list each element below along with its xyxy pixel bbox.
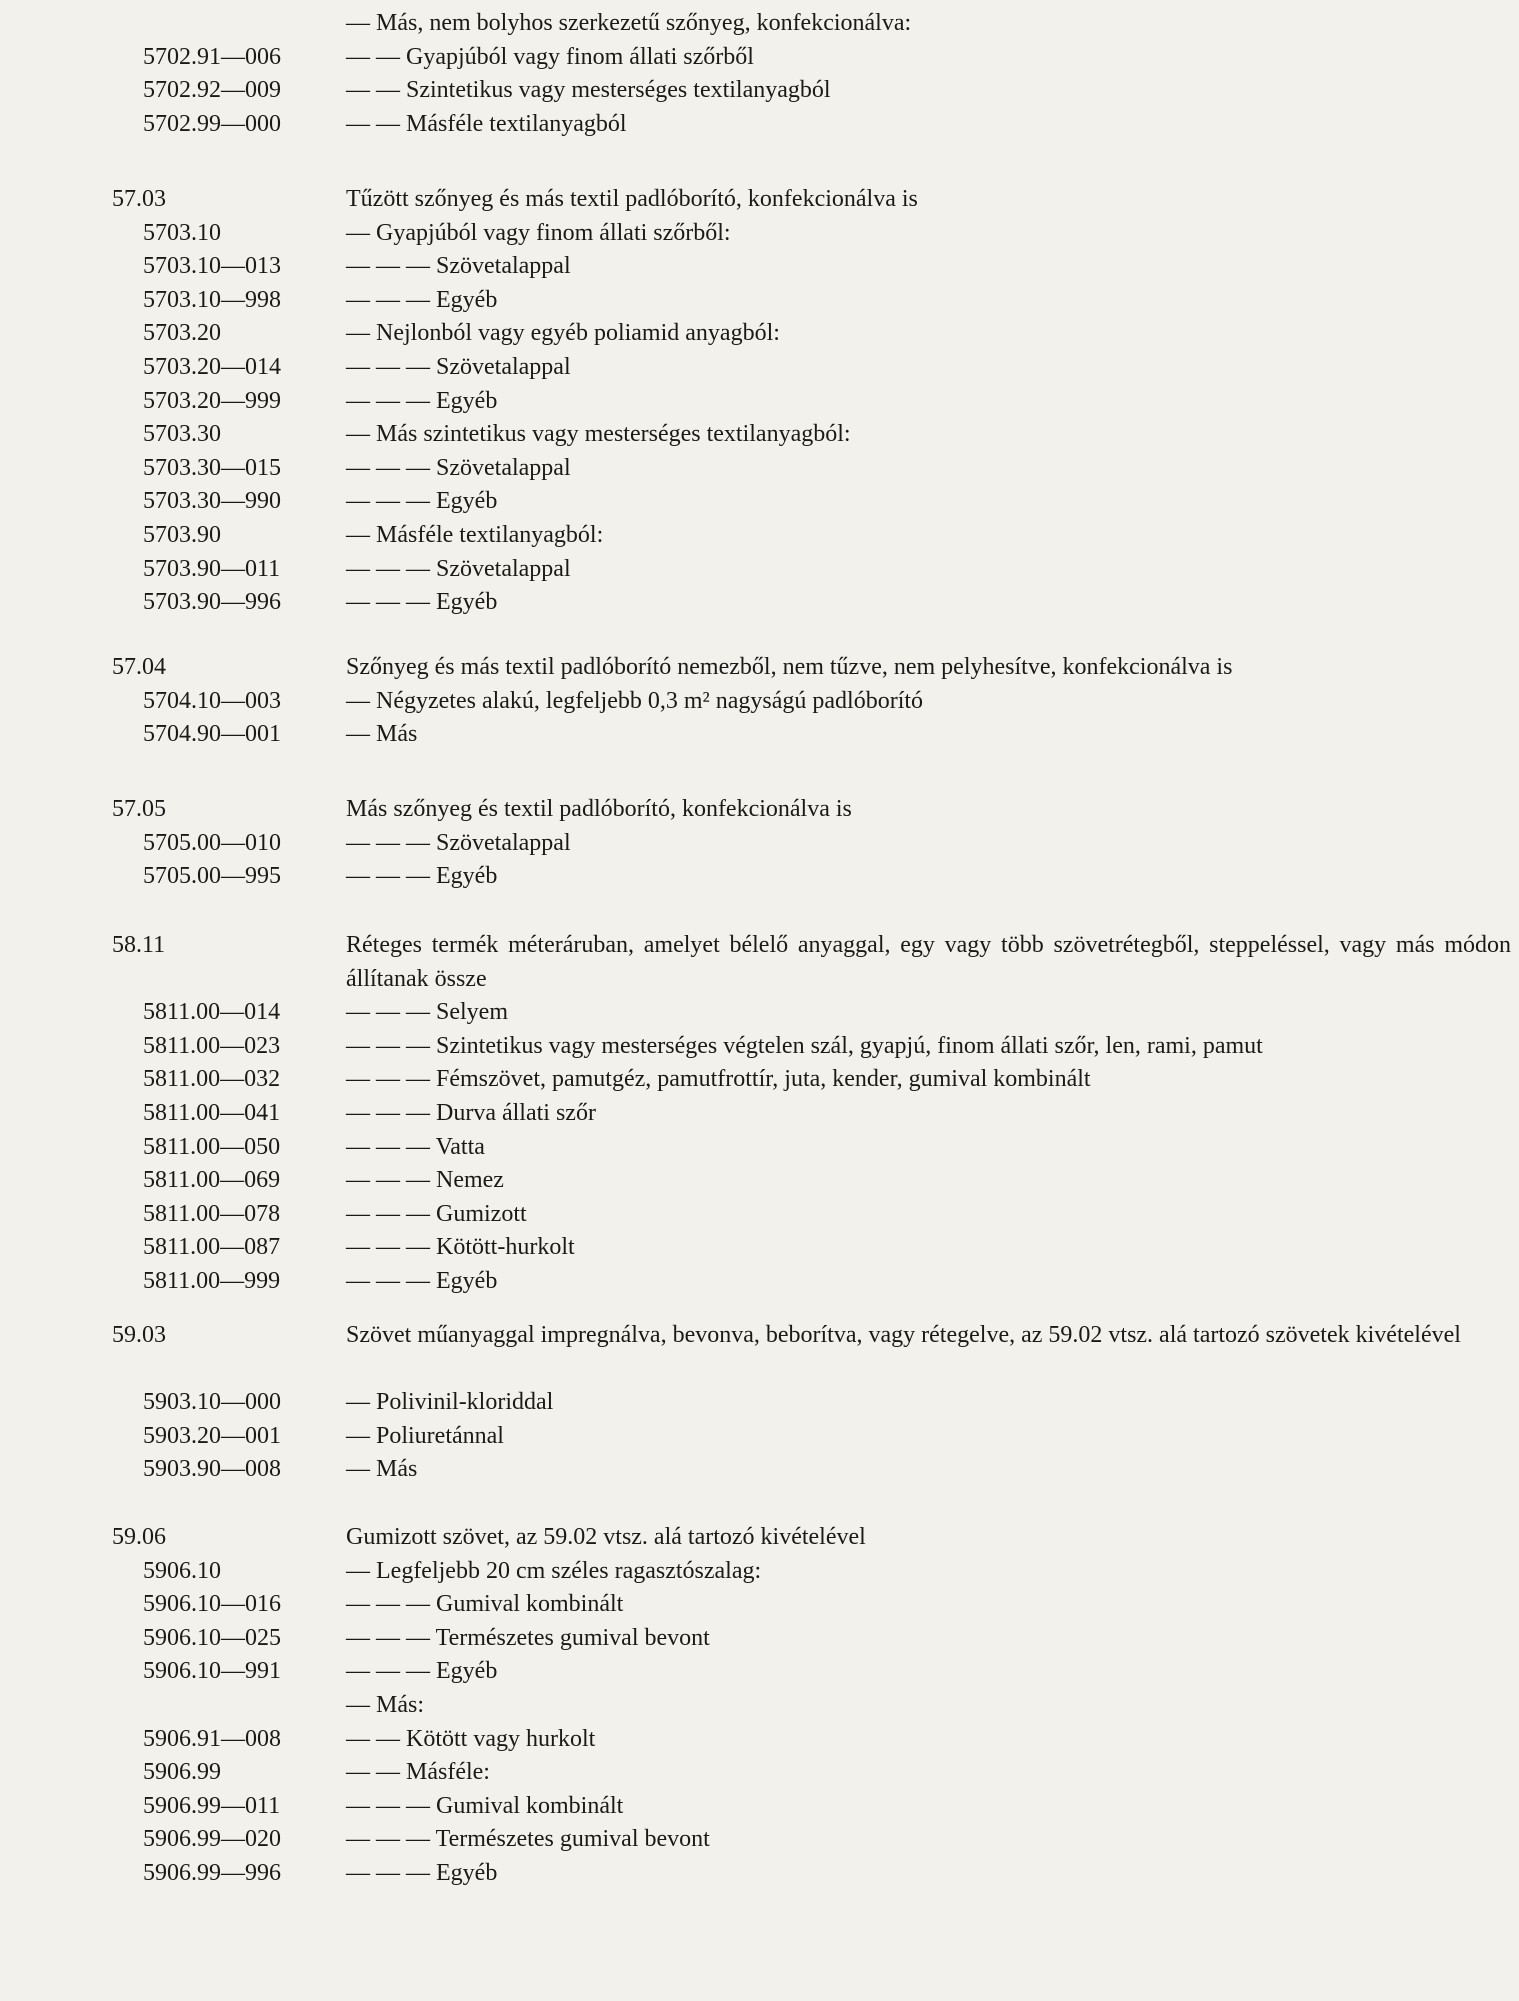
table-row	[0, 316, 1519, 350]
indent-dashes: — — —	[346, 1167, 430, 1194]
tariff-code: 5906.10	[143, 1557, 221, 1584]
description-text: Gyapjúból vagy finom állati szőrből:	[376, 219, 731, 246]
indent-dashes: —	[346, 219, 370, 246]
indent-dashes: —	[346, 687, 370, 714]
description-text: Természetes gumival bevont	[435, 1826, 710, 1853]
description-text: Más	[376, 1456, 418, 1483]
tariff-code: 5903.90—008	[143, 1456, 281, 1483]
indent-dashes: — — —	[346, 1658, 430, 1685]
item-description	[346, 1419, 1511, 1453]
indent-dashes: — — —	[346, 829, 430, 856]
description-text: Másféle:	[406, 1759, 490, 1786]
indent-dashes: —	[346, 1389, 370, 1416]
item-description	[346, 6, 1511, 40]
description-text: Más:	[376, 1692, 424, 1718]
indent-dashes: — — —	[346, 1200, 430, 1227]
description-text: Más	[376, 721, 418, 748]
tariff-code: 5702.92—009	[143, 77, 281, 104]
heading-row	[0, 1520, 1519, 1554]
item-description	[346, 552, 1511, 586]
table-row	[0, 1621, 1519, 1655]
tariff-code: 5906.10—025	[143, 1624, 281, 1651]
heading-code: 57.04	[112, 654, 166, 680]
description-text: Szintetikus vagy mesterséges textilanyagból	[406, 77, 831, 104]
heading-description	[346, 1318, 1511, 1352]
tariff-code: 5906.99—011	[143, 1792, 281, 1819]
indent-dashes: — — —	[346, 1624, 430, 1651]
indent-dashes: — — —	[346, 863, 430, 890]
tariff-code: 5906.99	[143, 1759, 221, 1786]
indent-dashes: — — —	[346, 488, 430, 515]
heading-description	[346, 1520, 1511, 1554]
tariff-code: 5703.20—014	[143, 354, 281, 380]
description-text: Gyapjúból vagy finom állati szőrből	[406, 43, 754, 70]
description-text: Fémszövet, pamutgéz, pamutfrottír, juta, kender, gumival kombinált	[436, 1066, 1091, 1093]
description-text: Egyéb	[436, 1658, 498, 1685]
heading-code: 59.06	[112, 1524, 166, 1550]
table-row	[0, 1264, 1519, 1298]
item-description	[346, 1822, 1511, 1856]
item-description	[346, 1029, 1511, 1063]
table-row	[0, 1789, 1519, 1823]
table-row	[0, 249, 1519, 283]
item-description	[346, 1688, 1511, 1722]
tariff-code: 5811.00—999	[143, 1268, 281, 1294]
indent-dashes: — — —	[346, 454, 430, 481]
description-text: Gumival kombinált	[436, 1591, 624, 1618]
heading-description	[346, 792, 1511, 826]
description-text: Réteges termék méteráruban, amelyet bélelő anyaggal, egy vagy több szövetrétegből, steppeléssel, vagy más módon állítanak össze	[346, 932, 1511, 992]
indent-dashes: — — —	[346, 1826, 430, 1853]
tariff-code: 5906.10—991	[143, 1658, 281, 1685]
tariff-code: 5702.91—006	[143, 43, 281, 70]
table-row	[0, 1554, 1519, 1588]
table-row	[0, 384, 1519, 418]
item-description	[346, 107, 1511, 141]
indent-dashes: — — —	[346, 387, 430, 414]
table-row	[0, 1755, 1519, 1789]
tariff-code: 5811.00—050	[143, 1133, 281, 1160]
indent-dashes: — — —	[346, 555, 430, 582]
description-text: Egyéb	[436, 1860, 498, 1886]
heading-code: 59.03	[112, 1322, 166, 1348]
heading-row	[0, 650, 1519, 684]
table-row	[0, 1163, 1519, 1197]
tariff-code: 5703.30—990	[143, 488, 281, 515]
item-description	[346, 859, 1511, 893]
indent-dashes: — — —	[346, 1100, 430, 1126]
table-row	[0, 1029, 1519, 1063]
item-description	[346, 384, 1511, 418]
tariff-code: 5703.20—999	[143, 387, 281, 414]
description-text: Szövetalappal	[436, 253, 571, 280]
item-description	[346, 826, 1511, 860]
description-text: Egyéb	[436, 286, 498, 313]
indent-dashes: — —	[346, 1725, 400, 1752]
tariff-code: 5703.10—013	[143, 253, 281, 280]
indent-dashes: — — —	[346, 589, 430, 616]
item-description	[346, 484, 1511, 518]
item-description	[346, 451, 1511, 485]
indent-dashes: —	[346, 721, 370, 748]
indent-dashes: — — —	[346, 1133, 430, 1160]
item-description	[346, 1230, 1511, 1264]
indent-dashes: — — —	[346, 1234, 430, 1261]
description-text: Szövetalappal	[436, 555, 571, 582]
indent-dashes: — — —	[346, 1032, 430, 1059]
table-row	[0, 995, 1519, 1029]
indent-dashes: — — —	[346, 1591, 430, 1618]
indent-dashes: — —	[346, 1759, 400, 1786]
description-text: Egyéb	[436, 863, 498, 890]
tariff-code: 5906.10—016	[143, 1591, 281, 1618]
item-description	[346, 1130, 1511, 1164]
table-row	[0, 1230, 1519, 1264]
item-description	[346, 1264, 1511, 1298]
item-description	[346, 216, 1511, 250]
description-text: Gumizott szövet, az 59.02 vtsz. alá tartozó kivételével	[346, 1524, 866, 1550]
indent-dashes: — —	[346, 43, 400, 70]
description-text: Tűzött szőnyeg és más textil padlóborító, konfekcionálva is	[346, 186, 918, 212]
tariff-code: 5811.00—078	[143, 1200, 281, 1227]
tariff-code: 5906.91—008	[143, 1725, 281, 1752]
item-description	[346, 518, 1511, 552]
tariff-code: 5811.00—041	[143, 1100, 281, 1126]
item-description	[346, 1722, 1511, 1756]
indent-dashes: —	[346, 10, 370, 36]
item-description	[346, 1385, 1511, 1419]
table-row	[0, 1822, 1519, 1856]
tariff-code: 5703.90—996	[143, 589, 281, 616]
item-description	[346, 1654, 1511, 1688]
indent-dashes: —	[346, 1692, 370, 1718]
item-description	[346, 1789, 1511, 1823]
indent-dashes: —	[346, 1456, 370, 1483]
table-row	[0, 1722, 1519, 1756]
table-row	[0, 1096, 1519, 1130]
item-description	[346, 995, 1511, 1029]
heading-code: 58.11	[112, 932, 166, 958]
heading-row	[0, 792, 1519, 826]
table-row	[0, 1385, 1519, 1419]
description-text: Gumizott	[436, 1200, 527, 1227]
indent-dashes: —	[346, 421, 370, 448]
description-text: Vatta	[435, 1133, 485, 1160]
table-row	[0, 552, 1519, 586]
item-description	[346, 417, 1511, 451]
tariff-code: 5903.10—000	[143, 1389, 281, 1416]
item-description	[346, 1163, 1511, 1197]
description-text: Természetes gumival bevont	[435, 1624, 710, 1651]
item-description	[346, 350, 1511, 384]
description-text: Szövetalappal	[436, 829, 571, 856]
tariff-code: 5703.90—011	[143, 555, 281, 582]
item-description	[346, 40, 1511, 74]
item-description	[346, 1197, 1511, 1231]
indent-dashes: — — —	[346, 1268, 430, 1294]
table-row	[0, 585, 1519, 619]
table-row	[0, 1197, 1519, 1231]
indent-dashes: — — —	[346, 1066, 430, 1093]
indent-dashes: — —	[346, 77, 400, 104]
tariff-code: 5906.99—020	[143, 1826, 281, 1853]
indent-dashes: —	[346, 1422, 370, 1449]
item-description	[346, 249, 1511, 283]
description-text: Szövetalappal	[436, 354, 571, 380]
description-text: Egyéb	[436, 488, 498, 515]
tariff-code: 5703.90	[143, 522, 221, 548]
item-description	[346, 585, 1511, 619]
tariff-code: 5704.90—001	[143, 721, 281, 748]
description-text: Négyzetes alakú, legfeljebb 0,3 m² nagyságú padlóborító	[376, 687, 924, 714]
description-text: Szőnyeg és más textil padlóborító nemezből, nem tűzve, nem pelyhesítve, konfekcionálva is	[346, 654, 1233, 680]
table-row	[0, 73, 1519, 107]
table-row	[0, 283, 1519, 317]
table-row	[0, 684, 1519, 718]
description-text: Egyéb	[436, 589, 498, 616]
table-row	[0, 826, 1519, 860]
table-row	[0, 451, 1519, 485]
tariff-code: 5703.10—998	[143, 286, 281, 313]
tariff-code: 5705.00—010	[143, 829, 281, 856]
description-text: Szintetikus vagy mesterséges végtelen szál, gyapjú, finom állati szőr, len, rami, pamut	[436, 1032, 1263, 1059]
table-row	[0, 859, 1519, 893]
description-text: Nejlonból vagy egyéb poliamid anyagból:	[376, 320, 780, 347]
item-description	[346, 1452, 1511, 1486]
indent-dashes: —	[346, 1557, 370, 1584]
heading-description	[346, 650, 1511, 684]
indent-dashes: —	[346, 522, 370, 548]
table-row	[0, 717, 1519, 751]
item-description	[346, 717, 1511, 751]
item-description	[346, 1621, 1511, 1655]
item-description	[346, 1062, 1511, 1096]
indent-dashes: — —	[346, 110, 400, 137]
item-description	[346, 1554, 1511, 1588]
description-text: Másféle textilanyagból	[406, 110, 627, 137]
table-row	[0, 1419, 1519, 1453]
description-text: Más, nem bolyhos szerkezetű szőnyeg, konfekcionálva:	[376, 10, 912, 36]
item-description	[346, 1755, 1511, 1789]
description-text: Kötött-hurkolt	[436, 1234, 575, 1261]
description-text: Kötött vagy hurkolt	[406, 1725, 596, 1752]
heading-code: 57.03	[112, 186, 166, 212]
description-text: Polivinil-kloriddal	[376, 1389, 554, 1416]
tariff-code: 5903.20—001	[143, 1422, 281, 1449]
table-row	[0, 518, 1519, 552]
indent-dashes: — — —	[346, 1792, 430, 1819]
description-text: Legfeljebb 20 cm széles ragasztószalag:	[376, 1557, 762, 1584]
indent-dashes: — — —	[346, 286, 430, 313]
tariff-code: 5703.30	[143, 421, 221, 448]
description-text: Egyéb	[436, 387, 498, 414]
table-row	[0, 1654, 1519, 1688]
description-text: Selyem	[436, 999, 508, 1026]
indent-dashes: — — —	[346, 999, 430, 1026]
heading-description	[346, 928, 1511, 996]
item-description	[346, 283, 1511, 317]
tariff-code: 5906.99—996	[143, 1860, 281, 1886]
heading-description	[346, 182, 1511, 216]
indent-dashes: — — —	[346, 1860, 430, 1886]
tariff-code: 5704.10—003	[143, 687, 281, 714]
description-text: Nemez	[436, 1167, 504, 1194]
tariff-code: 5811.00—014	[143, 999, 281, 1026]
table-row	[0, 417, 1519, 451]
description-text: Szövetalappal	[436, 454, 571, 481]
description-text: Más szőnyeg és textil padlóborító, konfekcionálva is	[346, 796, 852, 822]
item-description	[346, 1587, 1511, 1621]
table-row	[0, 484, 1519, 518]
description-text: Szövet műanyaggal impregnálva, bevonva, beborítva, vagy rétegelve, az 59.02 vtsz. alá tartozó szövetek kivételével	[346, 1322, 1461, 1348]
item-description	[346, 316, 1511, 350]
description-text: Másféle textilanyagból:	[376, 522, 604, 548]
table-row	[0, 1688, 1519, 1722]
tariff-code: 5703.20	[143, 320, 221, 347]
item-description	[346, 73, 1511, 107]
description-text: Poliuretánnal	[376, 1422, 504, 1449]
table-row	[0, 40, 1519, 74]
description-text: Egyéb	[436, 1268, 498, 1294]
tariff-code: 5702.99—000	[143, 110, 281, 137]
tariff-code: 5811.00—023	[143, 1032, 281, 1059]
table-row	[0, 6, 1519, 40]
table-row	[0, 1062, 1519, 1096]
tariff-code: 5811.00—032	[143, 1066, 281, 1093]
table-row	[0, 350, 1519, 384]
tariff-code: 5703.30—015	[143, 454, 281, 481]
description-text: Gumival kombinált	[436, 1792, 624, 1819]
description-text: Más szintetikus vagy mesterséges textilanyagból:	[376, 421, 851, 448]
indent-dashes: —	[346, 320, 370, 347]
tariff-code: 5811.00—069	[143, 1167, 281, 1194]
table-row	[0, 1452, 1519, 1486]
table-row	[0, 1587, 1519, 1621]
item-description	[346, 1096, 1511, 1130]
table-row	[0, 216, 1519, 250]
indent-dashes: — — —	[346, 253, 430, 280]
tariff-code: 5703.10	[143, 219, 221, 246]
table-row	[0, 1856, 1519, 1890]
tariff-code: 5811.00—087	[143, 1234, 281, 1261]
table-row	[0, 107, 1519, 141]
indent-dashes: — — —	[346, 354, 430, 380]
item-description	[346, 684, 1511, 718]
heading-row	[0, 182, 1519, 216]
description-text: Durva állati szőr	[436, 1100, 596, 1126]
table-row	[0, 1130, 1519, 1164]
tariff-code: 5705.00—995	[143, 863, 281, 890]
item-description	[346, 1856, 1511, 1890]
heading-code: 57.05	[112, 796, 166, 822]
